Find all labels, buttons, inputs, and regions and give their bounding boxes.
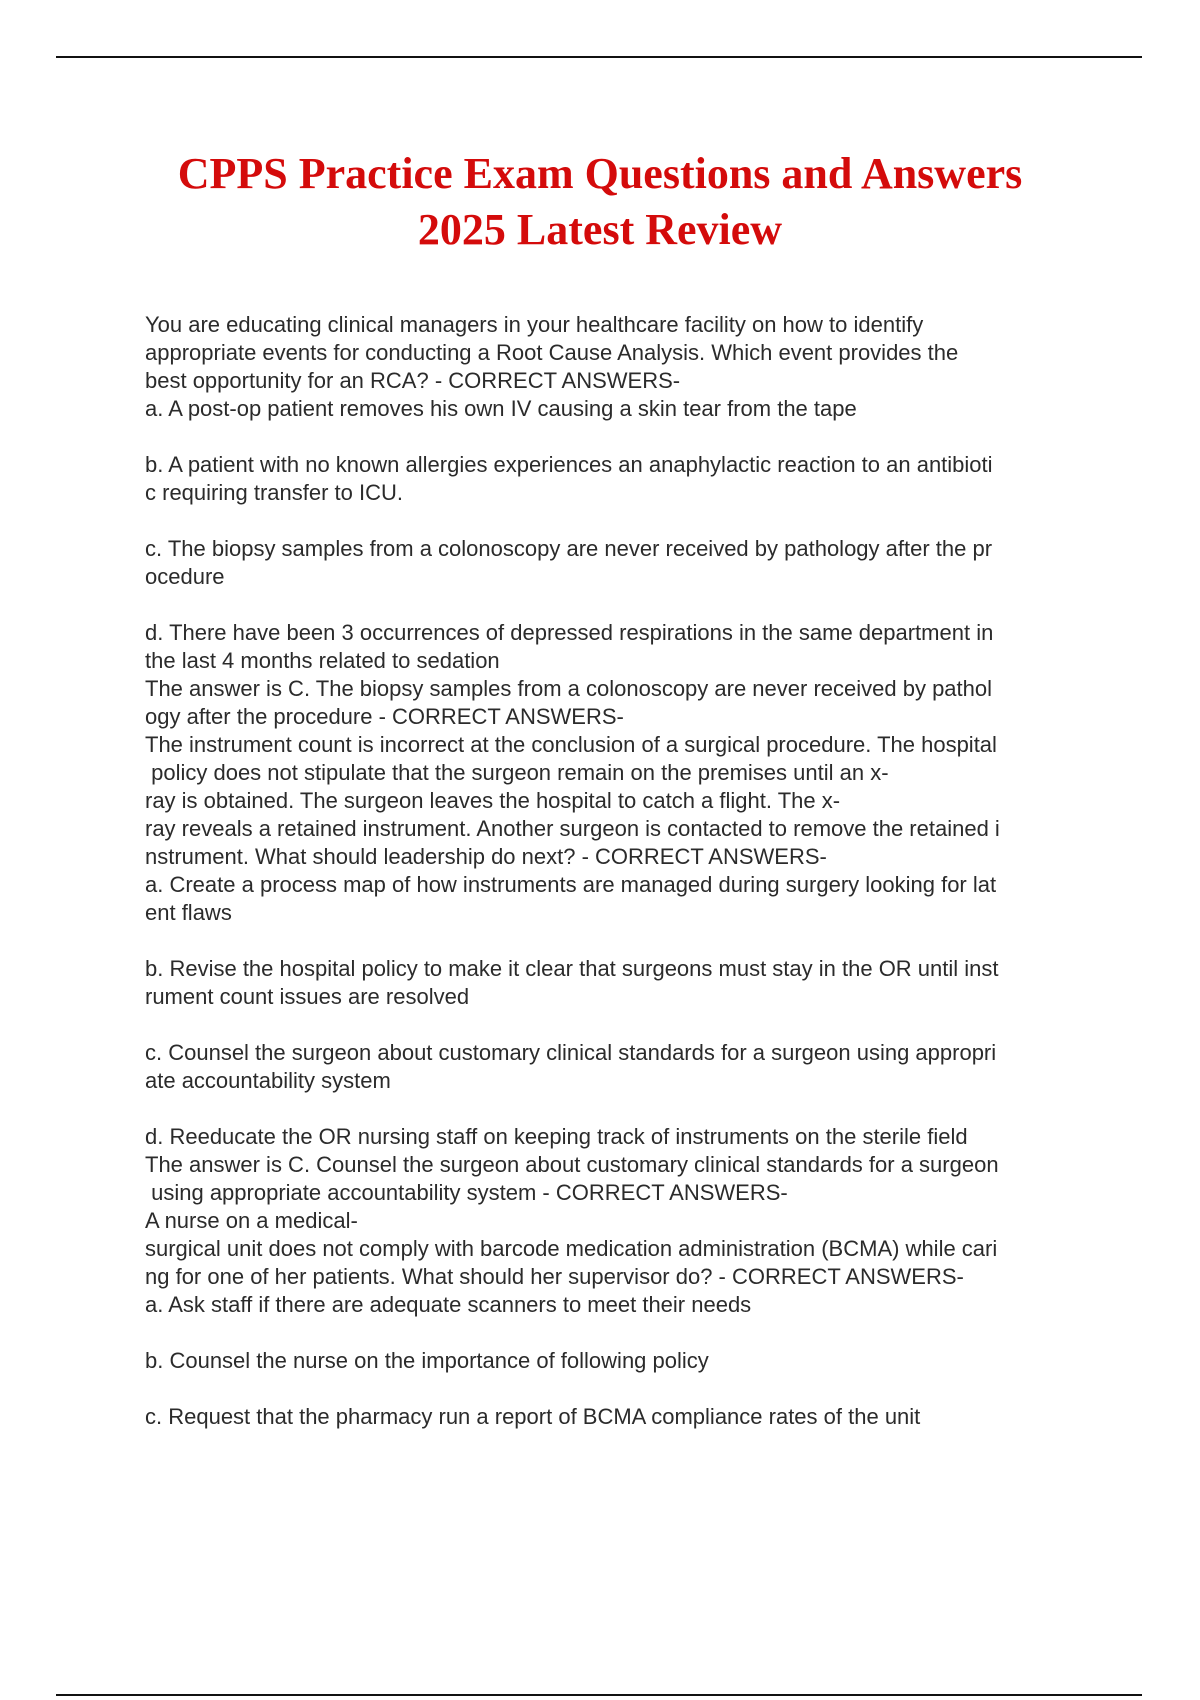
blank-line <box>145 1011 1095 1039</box>
text-line: rument count issues are resolved <box>145 984 470 1009</box>
text-line: You are educating clinical managers in your healthcare facility on how to identify <box>145 312 924 337</box>
text-line: a. Create a process map of how instruments are managed during surgery looking for lat <box>145 872 997 897</box>
blank-line <box>145 1319 1095 1347</box>
blank-line <box>145 927 1095 955</box>
text-line: The answer is C. The biopsy samples from a colonoscopy are never received by pathol <box>145 676 993 701</box>
text-line: c. The biopsy samples from a colonoscopy are never received by pathology after the pr <box>145 536 993 561</box>
text-line: best opportunity for an RCA? - CORRECT ANSWERS- <box>145 368 681 393</box>
blank-line <box>145 1095 1095 1123</box>
header-rule <box>56 56 1142 58</box>
text-line: ate accountability system <box>145 1068 391 1093</box>
text-line: c requiring transfer to ICU. <box>145 480 403 505</box>
document-body <box>145 311 1095 1431</box>
text-line: ocedure <box>145 564 225 589</box>
title-line-2: 2025 Latest Review <box>417 205 783 254</box>
text-line: A nurse on a medical- <box>145 1208 358 1233</box>
blank-line <box>145 591 1095 619</box>
text-line: the last 4 months related to sedation <box>145 648 500 673</box>
title-line-1: CPPS Practice Exam Questions and Answers <box>177 149 1023 198</box>
text-line: d. There have been 3 occurrences of depressed respirations in the same department in <box>145 620 994 645</box>
blank-line <box>145 423 1095 451</box>
text-line: The instrument count is incorrect at the conclusion of a surgical procedure. The hospital <box>145 732 997 757</box>
text-line: nstrument. What should leadership do next? - CORRECT ANSWERS- <box>145 844 827 869</box>
text-line: ent flaws <box>145 900 232 925</box>
text-line: d. Reeducate the OR nursing staff on keeping track of instruments on the sterile field <box>145 1124 968 1149</box>
text-line: ray reveals a retained instrument. Another surgeon is contacted to remove the retained i <box>145 816 1000 841</box>
text-line: c. Request that the pharmacy run a report of BCMA compliance rates of the unit <box>145 1404 921 1429</box>
text-line: b. Counsel the nurse on the importance of following policy <box>145 1348 709 1373</box>
page-title <box>100 146 1100 258</box>
text-line: a. Ask staff if there are adequate scanners to meet their needs <box>145 1292 752 1317</box>
text-line: The answer is C. Counsel the surgeon about customary clinical standards for a surgeon <box>145 1152 999 1177</box>
text-line: a. A post-op patient removes his own IV causing a skin tear from the tape <box>145 396 857 421</box>
text-line: surgical unit does not comply with barcode medication administration (BCMA) while cari <box>145 1236 998 1261</box>
blank-line <box>145 507 1095 535</box>
text-line: ray is obtained. The surgeon leaves the hospital to catch a flight. The x- <box>145 788 841 813</box>
text-line: c. Counsel the surgeon about customary clinical standards for a surgeon using appropri <box>145 1040 997 1065</box>
text-line: appropriate events for conducting a Root Cause Analysis. Which event provides the <box>145 340 959 365</box>
text-line: ng for one of her patients. What should her supervisor do? - CORRECT ANSWERS- <box>145 1264 964 1289</box>
text-line: policy does not stipulate that the surgeon remain on the premises until an x- <box>145 760 889 785</box>
text-line: b. A patient with no known allergies experiences an anaphylactic reaction to an antibioti <box>145 452 993 477</box>
text-line: ogy after the procedure - CORRECT ANSWERS- <box>145 704 624 729</box>
text-line: using appropriate accountability system - CORRECT ANSWERS- <box>145 1180 788 1205</box>
blank-line <box>145 1375 1095 1403</box>
text-line: b. Revise the hospital policy to make it clear that surgeons must stay in the OR until inst <box>145 956 999 981</box>
footer-rule <box>56 1694 1142 1696</box>
